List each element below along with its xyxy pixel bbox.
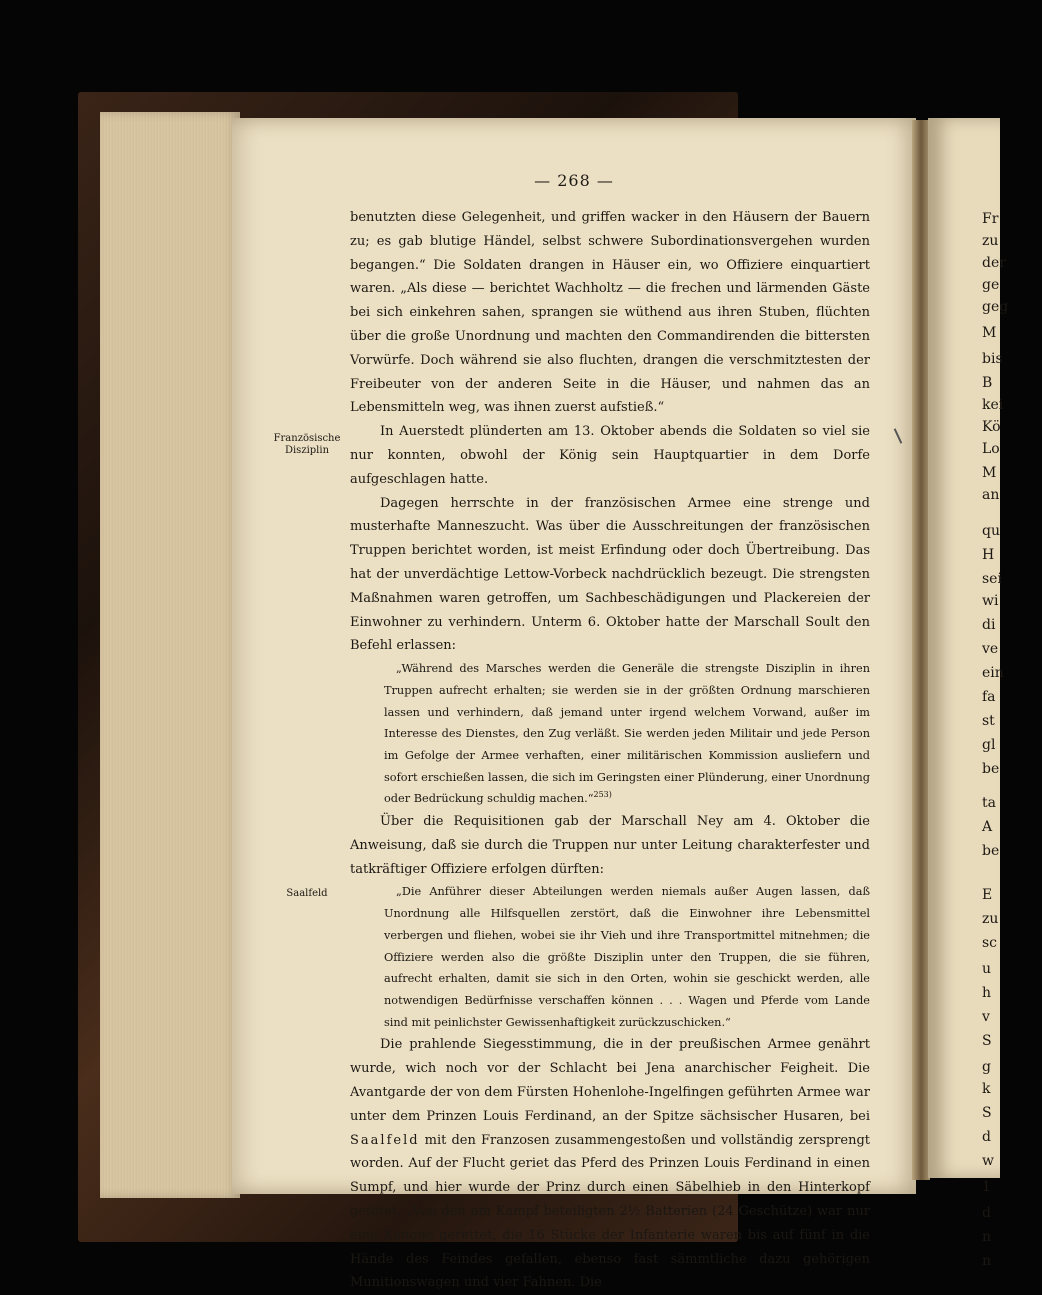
next-page-text: k [982, 1081, 991, 1097]
next-page-text: 1 [982, 1179, 991, 1195]
paragraph-part: Die prahlende Siegesstimmung, die in der preußischen Armee genährt wurde, wich noch vor der Schlacht bei Jena anarchischer Feigheit. Die Avantgarde der von dem Fürsten Hohenlohe-Ingelfingen geführten Armee war unter dem Prinzen Louis Ferdinand, an der Spitze sächsischer Husaren, bei [350, 1037, 870, 1124]
next-page-text: S [982, 1105, 992, 1121]
quote-text [384, 658, 870, 810]
next-page-text: H [982, 547, 995, 563]
next-page-text: w [982, 1153, 994, 1169]
next-page-text: M [982, 325, 997, 341]
quotation [384, 658, 870, 810]
body-text [350, 206, 870, 1295]
next-page-text: ge [982, 277, 1000, 293]
next-page-text: S [982, 1033, 992, 1049]
paragraph [350, 1033, 870, 1295]
next-page-text: ve [982, 641, 999, 657]
next-page-text: fa [982, 689, 996, 705]
next-page-text: A [982, 819, 993, 835]
next-page-text: h [982, 985, 992, 1001]
next-page-text: ta [982, 795, 996, 811]
quote-text: „Die Anführer dieser Abteilungen werden niemals außer Augen lassen, daß Unordnung alle Hilfsquellen zerstört, daß die Einwohner ihre Lebensmittel verbergen und fliehen, wobei sie ihr Vieh und ihre Transportmittel mitnehmen; die Offiziere werden also die größte Disziplin unter den Truppen, die sie führen, aufrecht erhalten, damit sie sich in den Orten, wohin sie geschickt werden, alle notwendigen Bedürfnisse verschaffen können . . . Wagen und Pferde vom Lande sind mit peinlichster Gewissenhaftigkeit zurückzuschicken.“ [384, 885, 870, 1029]
next-page-text: be [982, 843, 1000, 859]
page-edges [100, 112, 240, 1198]
next-page-text: n [982, 1253, 992, 1269]
next-page-text: st [982, 713, 995, 729]
next-page-text: geg [982, 299, 1009, 315]
next-page-text: d [982, 1205, 991, 1221]
next-page-text: zu [982, 911, 999, 927]
next-page-fragment [928, 118, 1009, 1269]
paragraph: Dagegen herrschte in der französischen Armee eine strenge und musterhafte Manneszucht. Was über die Ausschreitungen der französischen Truppen berichtet worden, ist meist Erfindung oder doch Übertreibung. Das hat der unverdächtige Lettow-Vorbeck nachdrücklich bezeugt. Die strengsten Maßnahmen waren getroffen, um Sachbeschädigungen und Plackereien der Einwohner zu verhindern. Unterm 6. Oktober hatte der Marschall Soult den Befehl erlassen: [350, 495, 870, 654]
next-page-text: qu [982, 523, 1000, 539]
next-page-text: Lo [982, 441, 1000, 457]
page-number: — 268 — [534, 171, 614, 190]
next-page-text: v [982, 1009, 990, 1025]
next-page-text: wi [982, 593, 999, 609]
next-page-text: zu [982, 233, 999, 249]
next-page-text: B [982, 375, 993, 391]
next-page-text: be [982, 761, 1000, 777]
next-page-text: n [982, 1229, 992, 1245]
next-page-text: M [982, 465, 997, 481]
side-note-saalfeld: Saalfeld [286, 888, 328, 899]
next-page-text: an [982, 487, 1000, 503]
next-page-text: bis [982, 351, 1003, 367]
side-note-discipline: Französische Disziplin [273, 433, 341, 456]
next-page-text: ein [982, 665, 1004, 681]
quote-body: „Während des Marsches werden die Generäle die strengste Disziplin in ihren Truppen aufrecht erhalten; sie werden sie in der größten Ordnung marschieren lassen und verhindern, daß jemand unter irgend welchem Vorwand, außer im Interesse des Dienstes, den Zug verläßt. Sie werden jeden Militair und jede Person im Gefolge der Armee verhaften, einer militärischen Kommission ausliefern und sofort erschießen lassen, die sich im Geringsten einer Plünderung, einer Unordnung oder Bedrückung schuldig machen.“ [384, 662, 870, 806]
next-page-text: Fr [982, 211, 999, 227]
next-page-text: di [982, 617, 996, 633]
next-page-text: der [982, 255, 1006, 271]
paragraph: Über die Requisitionen gab der Marschall Ney am 4. Oktober die Anweisung, daß sie durch die Truppen nur unter Leitung charakterfester und tatkräftiger Offiziere erfolgen dürften: [350, 814, 870, 877]
place-name: Saalfeld [350, 1132, 420, 1148]
paragraph: benutzten diese Gelegenheit, und griffen wacker in den Häusern der Bauern zu; es gab blutige Händel, selbst schwere Subordinationsvergehen wurden begangen.“ Die Soldaten drangen in Häuser ein, wo Offiziere einquartiert waren. „Als diese — berichtet Wachholtz — die frechen und lärmenden Gäste bei sich einkehren sahen, sprangen sie wüthend aus ihren Stuben, flüchten über die große Unordnung und machten den Commandirenden die bittersten Vorwürfe. Doch während sie also fluchten, drangen die verschmitztesten der Freibeuter von der anderen Seite in die Häuser, und nahmen das an Lebensmitteln weg, was ihnen zuerst aufstieß.“ [350, 210, 870, 416]
next-page-text: g [982, 1059, 991, 1075]
next-page-text: gl [982, 737, 996, 753]
next-page-text: E [982, 887, 993, 903]
quotation [384, 881, 870, 1033]
paragraph: In Auerstedt plünderten am 13. Oktober abends die Soldaten so viel sie nur konnten, obwohl der König sein Hauptquartier in dem Dorfe aufgeschlagen hatte. [350, 424, 870, 487]
footnote-reference: 253) [593, 790, 612, 800]
paragraph-part: mit den Franzosen zusammengestoßen und vollständig zersprengt worden. Auf der Flucht geriet das Pferd des Prinzen Louis Ferdinand in einen Sumpf, und hier wurde der Prinz durch einen Säbelhieb in den Hinterkopf getötet. „Von den am Kampf beteiligten 2½ Batterien (24 Geschütze) war nur eine Kanone gerettet, die 16 Stücke der Infanterie waren bis auf fünf in die Hände des Feindes gefallen, ebenso fast sämmtliche dazu gehörigen Munitionswagen und vier Fahnen. Die [350, 1132, 870, 1291]
next-page-text: d [982, 1129, 991, 1145]
next-page-text: sei [982, 571, 1002, 587]
next-page-text: Kö [982, 419, 1001, 435]
next-page-text: kei [982, 397, 1004, 413]
next-page-text: sc [982, 935, 998, 951]
next-page-text: u [982, 961, 992, 977]
